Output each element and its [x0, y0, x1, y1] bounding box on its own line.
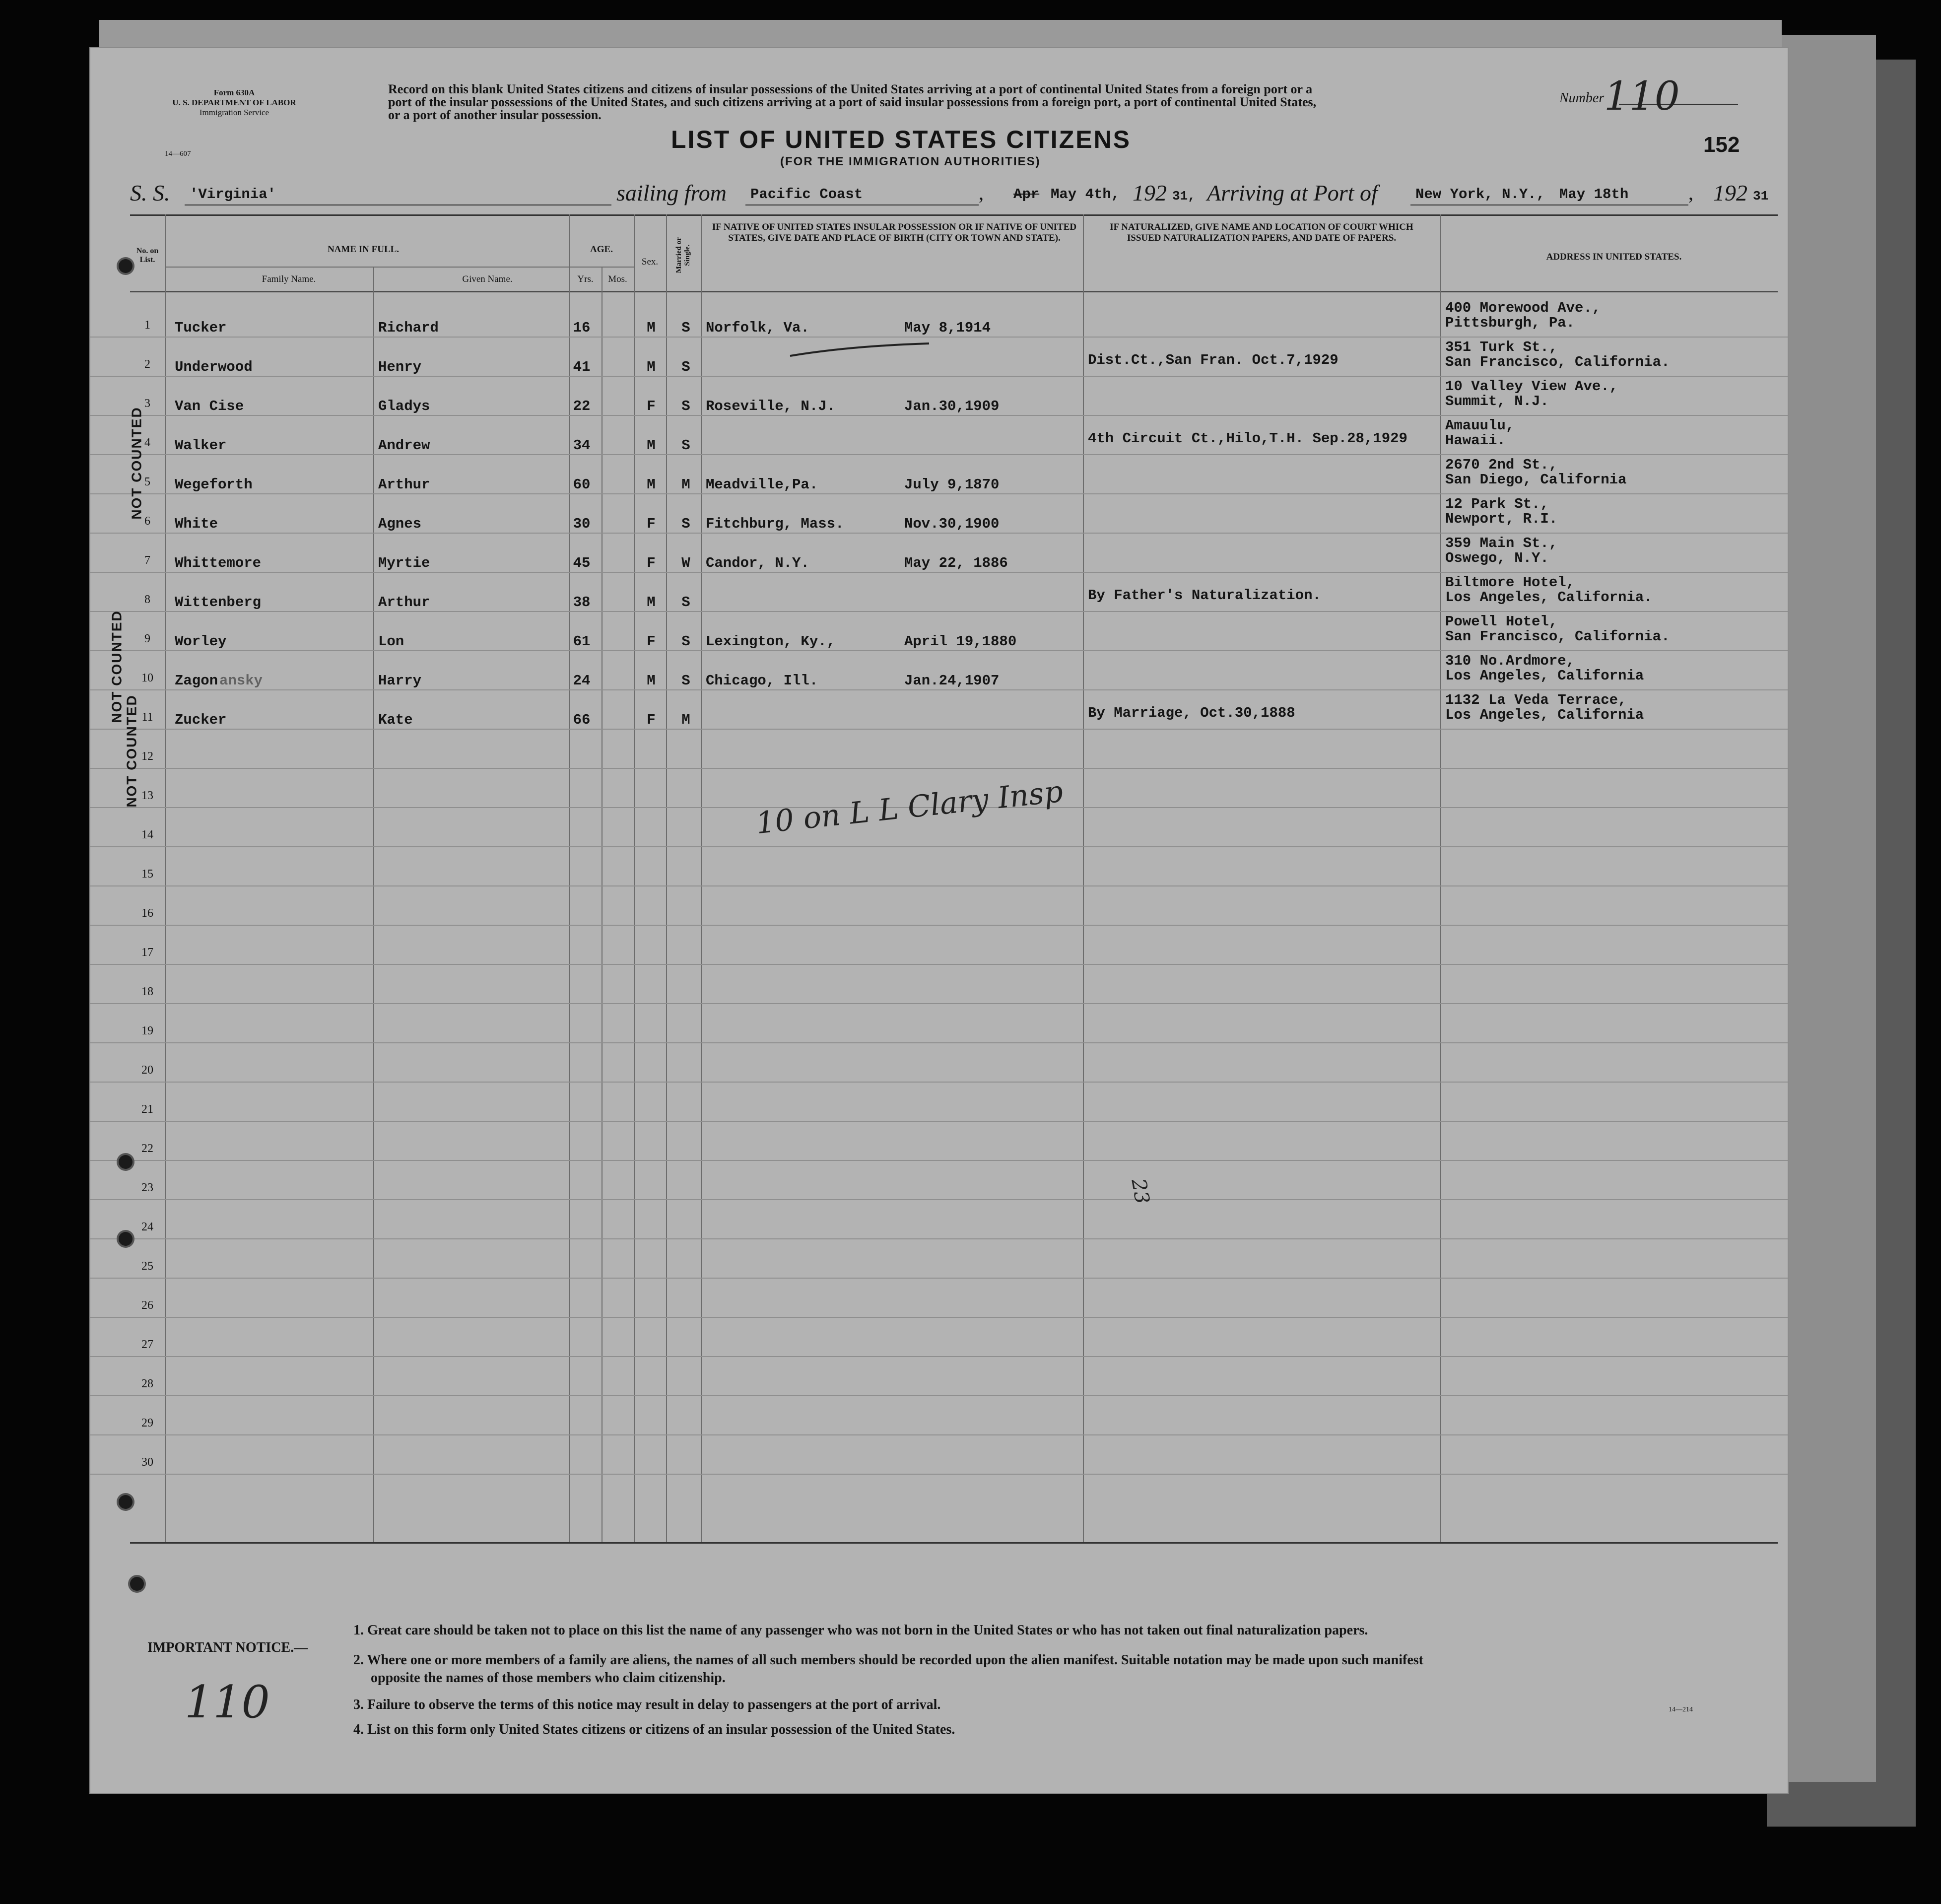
- comma-separator-2: ,: [1688, 182, 1693, 204]
- row-rule: [90, 925, 1788, 926]
- row-number: 8: [144, 593, 150, 606]
- row-number: 15: [141, 868, 153, 881]
- row-number: 27: [141, 1338, 153, 1351]
- cell-sex: F: [647, 398, 656, 414]
- cell-sex: M: [647, 320, 656, 336]
- to-port-underline: [1410, 204, 1688, 205]
- row-rule: [90, 1278, 1788, 1279]
- row-number: 17: [141, 946, 153, 959]
- from-port-underline: [745, 204, 979, 205]
- tick-marks: [602, 296, 949, 793]
- cell-family: Wegeforth: [175, 476, 253, 493]
- row-rule: [90, 846, 1788, 847]
- cell-address-line-1: 359 Main St.,: [1445, 535, 1558, 551]
- ss-label: S. S.: [130, 180, 170, 205]
- notice-item-2-cont: opposite the names of those members who claim citizenship.: [371, 1670, 726, 1686]
- row-number: 13: [141, 789, 153, 802]
- punch-hole: [119, 259, 133, 273]
- ship-name: 'Virginia': [190, 186, 276, 203]
- number-label: Number: [1559, 90, 1605, 106]
- row-number: 4: [144, 436, 150, 449]
- table-top-border: [130, 214, 1778, 216]
- col-divider-naturalized: [1440, 214, 1441, 1542]
- cell-family: Walker: [175, 437, 227, 454]
- cell-ms: S: [681, 633, 690, 650]
- cell-given: Henry: [378, 359, 422, 375]
- header-sex: Sex.: [641, 257, 659, 267]
- cell-yrs: 38: [573, 594, 591, 611]
- cell-address-line-2: San Diego, California: [1445, 472, 1627, 488]
- to-port: New York, N.Y.,: [1415, 186, 1545, 203]
- cell-birth-place: Candor, N.Y.: [706, 555, 809, 571]
- cell-birth-place: Chicago, Ill.: [706, 673, 818, 689]
- cell-birth-date: Jan.24,1907: [904, 673, 1000, 689]
- row-number: 11: [141, 711, 153, 724]
- cell-family: Underwood: [175, 359, 253, 375]
- cell-address-line-1: Powell Hotel,: [1445, 613, 1558, 630]
- sailing-label: sailing from: [616, 180, 727, 205]
- cell-birth-place: Roseville, N.J.: [706, 398, 836, 414]
- cell-yrs: 16: [573, 320, 591, 336]
- cell-family: Worley: [175, 633, 227, 650]
- row-number: 25: [141, 1260, 153, 1273]
- to-year: 31: [1753, 189, 1769, 204]
- punch-hole: [130, 1577, 144, 1591]
- cell-given: Myrtie: [378, 555, 430, 571]
- from-year-prefix: 192: [1133, 180, 1167, 205]
- cell-birth-place: Lexington, Ky.,: [706, 633, 836, 650]
- cell-ms: S: [681, 437, 690, 454]
- row-number: 26: [141, 1299, 153, 1312]
- manifest-page: [89, 47, 1789, 1794]
- age-subheader-line: [569, 267, 634, 268]
- handwritten-note: 10 on L L Clary Insp: [754, 774, 1065, 841]
- header-married: Married or Single.: [674, 237, 691, 273]
- cell-yrs: 24: [573, 673, 591, 689]
- cell-ms: S: [681, 398, 690, 414]
- cell-sex: M: [647, 594, 656, 611]
- cell-family: Tucker: [175, 320, 227, 336]
- cell-family: Whittemore: [175, 555, 262, 571]
- cell-address-line-2: Hawaii.: [1445, 432, 1506, 449]
- cell-address-line-2: San Francisco, California.: [1445, 354, 1670, 370]
- cell-given: Lon: [378, 633, 404, 650]
- arriving-label: Arriving at Port of: [1207, 180, 1378, 205]
- header-no: No. on List.: [136, 247, 159, 265]
- page-number: 152: [1703, 133, 1740, 157]
- cell-given: Arthur: [378, 476, 430, 493]
- header-given-name: Given Name.: [462, 274, 513, 284]
- notice-item-3: 3. Failure to observe the terms of this notice may result in delay to passengers at the port of arrival.: [353, 1697, 941, 1712]
- not-counted-stamp-1: NOT COUNTED: [129, 407, 144, 520]
- notice-label: IMPORTANT NOTICE.—: [147, 1640, 308, 1655]
- cell-birth-date: Nov.30,1900: [904, 516, 1000, 532]
- row-rule: [90, 964, 1788, 965]
- cell-given: Gladys: [378, 398, 430, 414]
- cell-ms: W: [681, 555, 690, 571]
- header-mos: Mos.: [608, 274, 627, 284]
- to-date: May 18th: [1559, 186, 1629, 203]
- handwritten-mid: 23: [1127, 1176, 1154, 1206]
- col-divider-family: [373, 267, 374, 1542]
- row-number: 29: [141, 1417, 153, 1429]
- table-bottom-border: [130, 1542, 1778, 1544]
- cell-sex: M: [647, 673, 656, 689]
- cell-yrs: 30: [573, 516, 591, 532]
- row-number: 24: [141, 1221, 153, 1233]
- row-rule: [90, 1474, 1788, 1475]
- cell-yrs: 41: [573, 359, 591, 375]
- cell-birth-place: Meadville,Pa.: [706, 476, 818, 493]
- cell-address-line-2: Summit, N.J.: [1445, 393, 1549, 409]
- row-rule: [90, 885, 1788, 886]
- cell-given: Richard: [378, 320, 439, 336]
- cell-ms: S: [681, 359, 690, 375]
- cell-naturalized: By Father's Naturalization.: [1088, 587, 1321, 604]
- from-year: 31,: [1172, 189, 1196, 204]
- row-number: 18: [141, 985, 153, 998]
- cell-birth-place: Fitchburg, Mass.: [706, 516, 844, 532]
- row-number: 3: [144, 397, 150, 410]
- row-number: 21: [141, 1103, 153, 1116]
- cell-naturalized: By Marriage, Oct.30,1888: [1088, 705, 1295, 721]
- cell-sex: F: [647, 633, 656, 650]
- cell-address-line-2: Los Angeles, California: [1445, 668, 1644, 684]
- cell-given: Harry: [378, 673, 422, 689]
- cell-given: Andrew: [378, 437, 430, 454]
- cell-family: Van Cise: [175, 398, 244, 414]
- row-number: 20: [141, 1064, 153, 1077]
- cell-yrs: 66: [573, 712, 591, 728]
- cell-address-line-2: Oswego, N.Y.: [1445, 550, 1549, 566]
- row-number: 6: [144, 515, 150, 528]
- header-age: AGE.: [590, 244, 613, 255]
- cell-sex: F: [647, 555, 656, 571]
- row-number: 16: [141, 907, 153, 920]
- header-birth: IF NATIVE OF UNITED STATES INSULAR POSSESSION OR IF NATIVE OF UNITED STATES, GIVE DATE AND PLACE OF BIRTH (CITY OR TOWN AND STATE).: [712, 222, 1077, 243]
- cell-birth-date: July 9,1870: [904, 476, 1000, 493]
- ship-underline: [185, 204, 611, 205]
- cell-sex: F: [647, 712, 656, 728]
- department-name: U. S. DEPARTMENT OF LABOR: [172, 98, 296, 107]
- header-yrs: Yrs.: [577, 274, 594, 284]
- cell-address-line-1: 12 Park St.,: [1445, 496, 1549, 512]
- col-divider-no: [165, 214, 166, 1542]
- cell-ms: S: [681, 320, 690, 336]
- row-rule: [90, 1042, 1788, 1043]
- cell-yrs: 45: [573, 555, 591, 571]
- from-port: Pacific Coast: [750, 186, 863, 203]
- cell-sex: M: [647, 476, 656, 493]
- cell-ms: M: [681, 476, 690, 493]
- header-family-name: Family Name.: [262, 274, 316, 284]
- cell-address-line-2: San Francisco, California.: [1445, 628, 1670, 645]
- row-number: 9: [144, 632, 150, 645]
- service-name: Immigration Service: [199, 108, 269, 117]
- row-number: 30: [141, 1456, 153, 1469]
- cell-family: Wittenberg: [175, 594, 262, 611]
- row-number: 12: [141, 750, 153, 763]
- number-value: 110: [1604, 73, 1680, 119]
- row-rule: [90, 1121, 1788, 1122]
- form-number: Form 630A: [213, 88, 255, 97]
- cell-address-line-1: 1132 La Veda Terrace,: [1445, 692, 1627, 708]
- name-subheader-line: [165, 267, 569, 268]
- cell-ms: S: [681, 516, 690, 532]
- row-number: 28: [141, 1377, 153, 1390]
- row-number: 5: [144, 476, 150, 488]
- punch-hole: [119, 1232, 133, 1246]
- row-rule: [90, 1356, 1788, 1357]
- form-code: 14—607: [165, 150, 191, 158]
- notice-item-2: 2. Where one or more members of a family are aliens, the names of all such members should be recorded upon the alien manifest. Suitable notation may be made upon such manifest: [353, 1652, 1423, 1668]
- record-instruction-line-1: Record on this blank United States citizens and citizens of insular possessions of the United States arriving at a port of continental United States from a foreign port or a: [388, 82, 1313, 96]
- not-counted-stamp-3: NOT COUNTED: [124, 694, 139, 808]
- notice-item-1: 1. Great care should be taken not to place on this list the name of any passenger who was not born in the United States or who has not taken out final naturalization papers.: [353, 1623, 1368, 1638]
- cell-address-line-2: Los Angeles, California.: [1445, 589, 1653, 606]
- header-name-in-full: NAME IN FULL.: [327, 244, 400, 255]
- cell-address-line-1: 400 Morewood Ave.,: [1445, 300, 1601, 316]
- cell-birth-date: Jan.30,1909: [904, 398, 1000, 414]
- row-rule: [90, 1199, 1788, 1200]
- row-number: 22: [141, 1142, 153, 1155]
- row-number: 19: [141, 1024, 153, 1037]
- comma-separator: ,: [979, 182, 984, 204]
- cell-address-line-1: 351 Turk St.,: [1445, 339, 1558, 355]
- row-rule: [90, 1434, 1788, 1435]
- cell-yrs: 61: [573, 633, 591, 650]
- cell-sex: M: [647, 437, 656, 454]
- cell-family-struck: ansky: [219, 673, 263, 689]
- cell-address-line-1: 10 Valley View Ave.,: [1445, 378, 1618, 395]
- cell-birth-date: April 19,1880: [904, 633, 1017, 650]
- cell-family: Zagon: [175, 673, 218, 689]
- cell-ms: M: [681, 712, 690, 728]
- cell-ms: S: [681, 594, 690, 611]
- cell-address-line-2: Newport, R.I.: [1445, 511, 1558, 527]
- row-rule: [90, 1160, 1788, 1161]
- row-rule: [90, 1238, 1788, 1239]
- cell-ms: S: [681, 673, 690, 689]
- row-number: 2: [144, 358, 150, 371]
- cell-given: Kate: [378, 712, 413, 728]
- cell-yrs: 60: [573, 476, 591, 493]
- col-divider-birth: [1083, 214, 1084, 1542]
- record-instruction-line-2: port of the insular possessions of the United States, and such citizens arriving at a port of said insular possessions from a foreign port, a port of continental United States,: [388, 95, 1317, 109]
- from-date: May 4th,: [1051, 186, 1120, 203]
- cell-given: Agnes: [378, 516, 422, 532]
- cell-yrs: 22: [573, 398, 591, 414]
- page-subtitle: (FOR THE IMMIGRATION AUTHORITIES): [780, 155, 1041, 168]
- punch-hole: [119, 1495, 133, 1509]
- cell-given: Arthur: [378, 594, 430, 611]
- notice-item-4: 4. List on this form only United States citizens or citizens of an insular possession of the United States.: [353, 1722, 955, 1737]
- cell-address-line-1: 2670 2nd St.,: [1445, 457, 1558, 473]
- row-rule: [90, 1395, 1788, 1396]
- cell-birth-date: May 8,1914: [904, 320, 991, 336]
- cell-address-line-2: Los Angeles, California: [1445, 707, 1644, 723]
- cell-sex: M: [647, 359, 656, 375]
- row-number: 23: [141, 1181, 153, 1194]
- row-number: 10: [141, 672, 153, 684]
- header-naturalized: IF NATURALIZED, GIVE NAME AND LOCATION OF COURT WHICH ISSUED NATURALIZATION PAPERS, AND DATE OF PAPERS.: [1110, 222, 1413, 243]
- record-instruction-line-3: or a port of another insular possession.: [388, 108, 602, 122]
- page-title: LIST OF UNITED STATES CITIZENS: [671, 126, 1132, 153]
- cell-yrs: 34: [573, 437, 591, 454]
- from-date-struck: Apr: [1013, 186, 1040, 203]
- punch-hole: [119, 1155, 133, 1169]
- cell-birth-date: May 22, 1886: [904, 555, 1008, 571]
- row-number: 7: [144, 554, 150, 567]
- cell-address-line-1: 310 No.Ardmore,: [1445, 653, 1575, 669]
- cell-family: White: [175, 516, 218, 532]
- handwritten-bottom: 110: [185, 1676, 270, 1728]
- to-year-prefix: 192: [1713, 180, 1747, 205]
- cell-address-line-1: Amauulu,: [1445, 417, 1515, 434]
- footer-code: 14—214: [1669, 1706, 1693, 1713]
- header-address: ADDRESS IN UNITED STATES.: [1546, 252, 1682, 262]
- cell-address-line-2: Pittsburgh, Pa.: [1445, 315, 1575, 331]
- cell-address-line-1: Biltmore Hotel,: [1445, 574, 1575, 591]
- cell-birth-place: Norfolk, Va.: [706, 320, 809, 336]
- cell-naturalized: 4th Circuit Ct.,Hilo,T.H. Sep.28,1929: [1088, 430, 1407, 447]
- not-counted-stamp-2: NOT COUNTED: [109, 610, 125, 723]
- table-header-border: [130, 291, 1778, 292]
- row-number: 1: [144, 319, 150, 332]
- cell-naturalized: Dist.Ct.,San Fran. Oct.7,1929: [1088, 352, 1339, 368]
- row-rule: [90, 1082, 1788, 1083]
- row-rule: [90, 1317, 1788, 1318]
- row-rule: [90, 1003, 1788, 1004]
- cell-sex: F: [647, 516, 656, 532]
- row-number: 14: [141, 828, 153, 841]
- cell-family: Zucker: [175, 712, 227, 728]
